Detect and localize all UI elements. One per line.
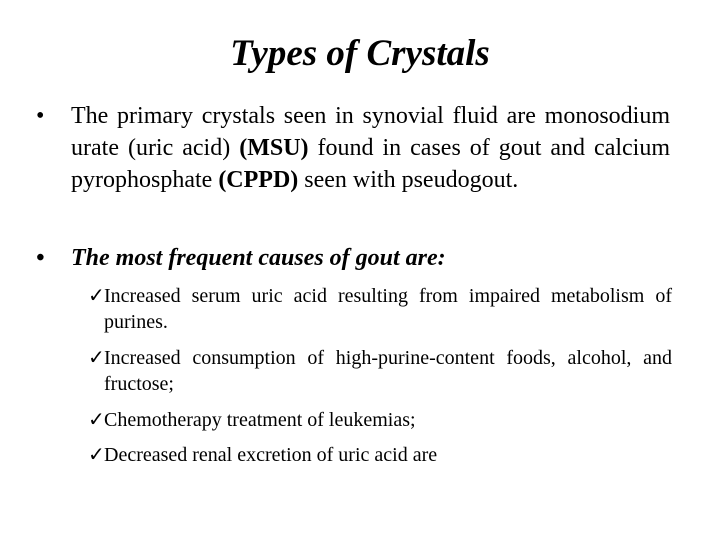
cause-item [88, 345, 672, 397]
bullet-text-part: The primary crystals seen in synovial fluid are monosodium urate (uric acid) [71, 103, 670, 161]
cause-text: Chemotherapy treatment of leukemias; [104, 409, 416, 431]
cause-item [88, 442, 672, 468]
bullet-text-part: seen with pseudogout. [298, 167, 519, 193]
bullet-marker: • [36, 245, 45, 271]
bullet-primary-crystals [36, 100, 670, 196]
bullet-gout-causes-heading [36, 242, 670, 274]
cause-item [88, 283, 672, 335]
checkmark-icon: ✓ [88, 444, 105, 466]
cppd-abbreviation: (CPPD) [218, 167, 299, 193]
checkmark-icon: ✓ [88, 409, 105, 431]
cause-text: Increased consumption of high-purine-content foods, alcohol, and fructose; [104, 347, 672, 395]
msu-abbreviation: (MSU) [239, 135, 309, 161]
cause-item [88, 407, 672, 433]
bullet-text-part: found in cases of gout and calcium pyrophosphate [71, 135, 671, 193]
cause-text: Increased serum uric acid resulting from impaired metabolism of purines. [104, 285, 672, 333]
bullet-text: The most frequent causes of gout are: [71, 245, 446, 271]
bullet-marker: • [36, 103, 45, 129]
checkmark-icon: ✓ [88, 285, 105, 307]
slide-title: Types of Crystals [230, 33, 490, 74]
cause-text: Decreased renal excretion of uric acid are [104, 444, 438, 466]
checkmark-icon: ✓ [88, 347, 105, 369]
bullet-text [71, 100, 670, 196]
